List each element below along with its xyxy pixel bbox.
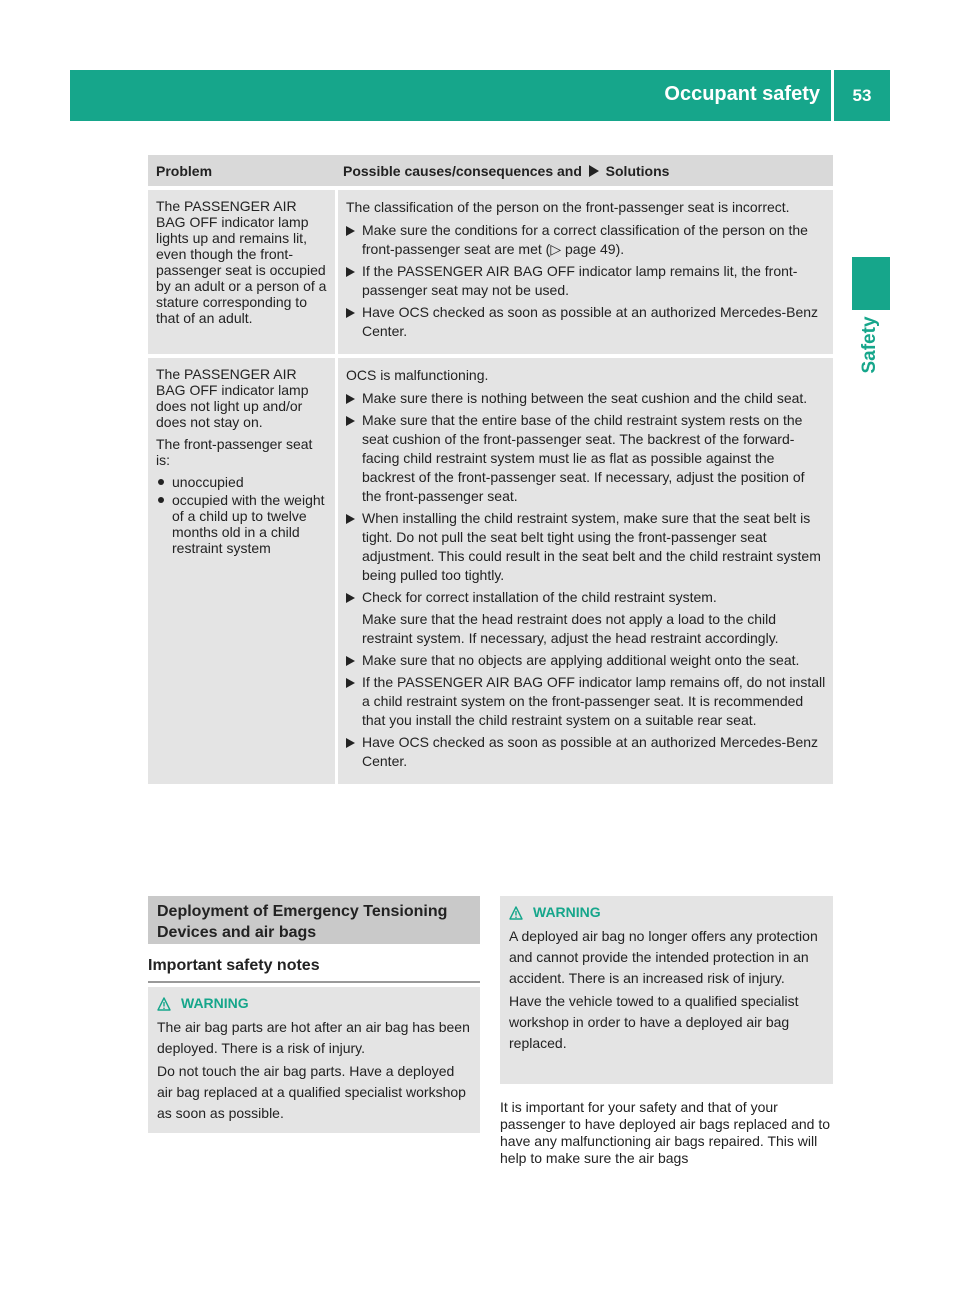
body-paragraph: It is important for your safety and that of your passenger to have deployed air bags replaced and to have any malfunctioning air bags repaired. This will help to make sure the air bags <box>500 1099 831 1166</box>
solution-step <box>346 651 827 670</box>
section-tab-marker <box>852 257 890 310</box>
warning-label: WARNING <box>533 904 601 920</box>
solution-cell <box>338 190 833 354</box>
header-title: Occupant safety <box>664 83 820 105</box>
step-text: Make sure that the entire base of the child restraint system rests on the seat cushion of the front-passenger seat. The backrest of the forward-facing child restraint system must lie as flat as possible against the backrest of the front-passenger seat. If necessary, adjust the position of the front-passenger seat. <box>362 412 805 504</box>
solution-step <box>346 509 827 585</box>
warning-label: WARNING <box>181 995 249 1011</box>
bullet-icon <box>158 479 164 485</box>
step-arrow-icon <box>346 593 355 603</box>
list-item-text: occupied with the weight of a child up to twelve months old in a child restraint system <box>172 492 325 556</box>
step-text: Make sure that no objects are applying additional weight onto the seat. <box>362 652 800 668</box>
warning-triangle-icon <box>509 906 523 920</box>
col-header-problem: Problem <box>156 163 213 179</box>
solution-cell <box>338 358 833 784</box>
solution-step <box>346 411 827 506</box>
warning-heading <box>157 993 471 1014</box>
warning-text: The air bag parts are hot after an air bag has been deployed. There is a risk of injury. <box>157 1019 470 1056</box>
step-arrow-icon <box>346 678 355 688</box>
warning-text: A deployed air bag no longer offers any protection and cannot provide the intended protection in an accident. There is an increased risk of injury. <box>509 928 818 986</box>
solution-step <box>346 673 827 730</box>
step-arrow-icon <box>346 308 355 318</box>
list-item <box>156 474 329 490</box>
table-header <box>148 155 833 186</box>
problem-text: The PASSENGER AIR BAG OFF indicator lamp does not light up and/or does not stay on. <box>156 366 309 430</box>
step-text: Make sure there is nothing between the seat cushion and the child seat. <box>362 390 808 406</box>
warning-box-right <box>500 896 833 1084</box>
problem-cell <box>148 190 335 354</box>
table-row <box>148 358 833 784</box>
step-text: Check for correct installation of the child restraint system. <box>362 589 717 605</box>
section-title: Deployment of Emergency Tensioning Devices and air bags <box>148 896 480 944</box>
problem-cell <box>148 358 335 784</box>
solution-step <box>346 303 827 341</box>
warning-triangle-icon <box>157 997 171 1011</box>
page-ref-icon: ▷ <box>550 241 562 257</box>
problem-text: The PASSENGER AIR BAG OFF indicator lamp lights up and remains lit, even though the front-passenger seat is occupied by an adult or a person of a stature corresponding to that of an adult. <box>156 198 327 326</box>
solution-step <box>346 221 827 259</box>
step-text: If the PASSENGER AIR BAG OFF indicator lamp remains lit, the front-passenger seat may not be used. <box>362 263 798 298</box>
step-note: Make sure that the head restraint does not apply a load to the child restraint system. If necessary, adjust the head restraint accordingly. <box>362 611 779 646</box>
solution-step <box>346 733 827 771</box>
step-arrow-icon <box>346 738 355 748</box>
page-header <box>70 70 890 121</box>
step-arrow-icon <box>346 514 355 524</box>
bullet-icon <box>158 497 164 503</box>
page-ref-link[interactable]: page 49). <box>564 241 625 257</box>
warning-text: Do not touch the air bag parts. Have a deployed air bag replaced at a qualified specialist workshop as soon as possible. <box>157 1063 466 1121</box>
step-arrow-icon <box>346 226 355 236</box>
cause-text: The classification of the person on the front-passenger seat is incorrect. <box>346 199 790 215</box>
step-arrow-icon <box>346 267 355 277</box>
warning-box-left <box>148 987 480 1133</box>
col-header-solutions-text: Possible causes/consequences and <box>343 163 582 179</box>
warning-text: Have the vehicle towed to a qualified specialist workshop in order to have a deployed air bag replaced. <box>509 993 799 1051</box>
list-item-text: unoccupied <box>172 474 244 490</box>
step-text: Have OCS checked as soon as possible at an authorized Mercedes-Benz Center. <box>362 304 819 339</box>
step-arrow-icon <box>346 416 355 426</box>
section-tab-label: Safety <box>859 316 880 374</box>
page-number: 53 <box>852 86 872 105</box>
step-text: Make sure the conditions for a correct classification of the person on the front-passenger seat are met ( <box>362 222 808 257</box>
table-row <box>148 190 833 354</box>
col-header-solutions <box>335 155 669 186</box>
troubleshooting-table <box>148 155 833 784</box>
warning-heading <box>509 902 824 923</box>
step-text: When installing the child restraint system, make sure that the seat belt is tight. Do not pull the seat belt tight using the front-passenger seat adjustment. This could result in the seat belt and the child restraint system being pulled too tightly. <box>362 510 821 583</box>
solution-step <box>346 389 827 408</box>
list-item <box>156 492 329 556</box>
arrow-right-icon <box>589 165 599 177</box>
step-text: Have OCS checked as soon as possible at an authorized Mercedes-Benz Center. <box>362 734 819 769</box>
subsection-divider <box>148 981 480 983</box>
col-header-solutions-suffix: Solutions <box>605 163 670 179</box>
step-text: If the PASSENGER AIR BAG OFF indicator lamp remains off, do not install a child restraint system on the front-passenger seat. It is recommended that you install the child restraint system on a suitable rear seat. <box>362 674 826 728</box>
step-arrow-icon <box>346 394 355 404</box>
problem-text: The front-passenger seat is: <box>156 436 313 468</box>
solution-step <box>346 262 827 300</box>
cause-text: OCS is malfunctioning. <box>346 367 489 383</box>
step-arrow-icon <box>346 656 355 666</box>
solution-step <box>346 588 827 607</box>
subsection-title: Important safety notes <box>148 957 320 974</box>
